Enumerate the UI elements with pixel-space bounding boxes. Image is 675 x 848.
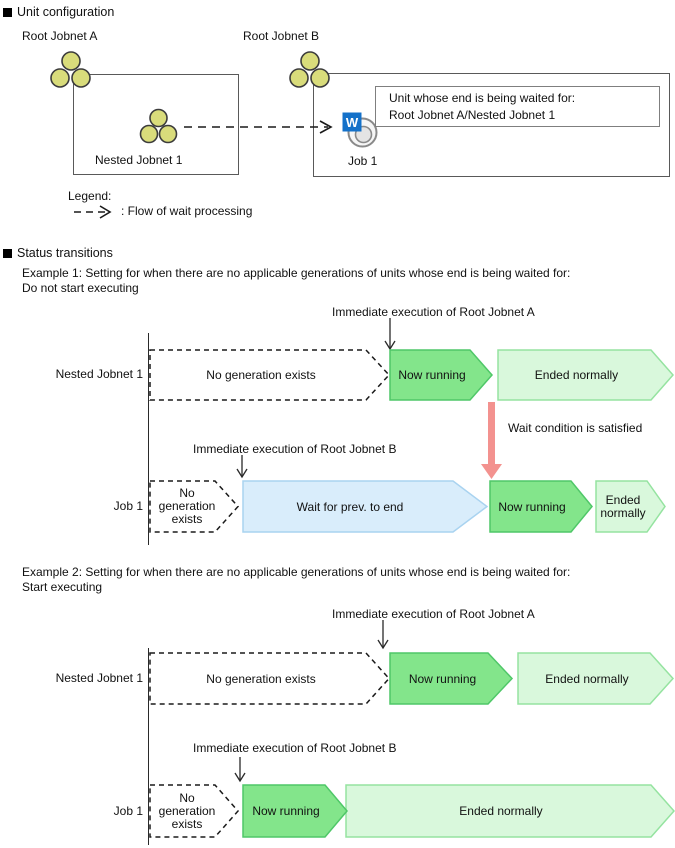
down-arrow-icon <box>235 455 249 479</box>
root-jobnet-b-label: Root Jobnet B <box>243 29 320 43</box>
legend-dashed-arrow-icon <box>74 205 116 219</box>
nested-jobnet-label: Nested Jobnet 1 <box>95 153 183 167</box>
example2-annotation-root-b: Immediate execution of Root Jobnet B <box>193 741 397 755</box>
status-now-running: Now running <box>242 784 348 838</box>
wait-target-callout <box>375 86 660 127</box>
example2-annotation-root-a: Immediate execution of Root Jobnet A <box>332 607 535 621</box>
status-now-running: Now running <box>389 652 514 705</box>
jobnet-icon <box>48 50 94 90</box>
example2-row-label-nested: Nested Jobnet 1 <box>55 671 143 685</box>
example1-annotation-root-b: Immediate execution of Root Jobnet B <box>193 442 397 456</box>
status-ended-normally: Ended normally <box>517 652 675 705</box>
example1-annotation-root-a: Immediate execution of Root Jobnet A <box>332 305 535 319</box>
section-heading-unit-configuration: Unit configuration <box>17 5 115 19</box>
example1-row-label-job: Job 1 <box>113 499 143 513</box>
status-ended-normally: Ended normally <box>345 784 675 838</box>
legend-title: Legend: <box>68 189 112 203</box>
legend-flow-item: : Flow of wait processing <box>121 204 253 218</box>
down-arrow-icon <box>383 318 397 351</box>
status-no-generation-exists: No generation exists <box>149 480 240 533</box>
example1-title-line2: Do not start executing <box>22 281 139 295</box>
wait-badge-letter: W <box>345 115 359 130</box>
section-bullet <box>3 8 12 17</box>
example2-title-line1: Example 2: Setting for when there are no applicable generations of units whose end is being waited for: <box>22 565 571 579</box>
example1-title-line1: Example 1: Setting for when there are no applicable generations of units whose end is being waited for: <box>22 266 571 280</box>
status-now-running: Now running <box>489 480 593 533</box>
status-now-running: Now running <box>389 349 493 401</box>
example1-wait-condition-label: Wait condition is satisfied <box>508 421 643 435</box>
status-no-generation-exists: No generation exists <box>149 652 391 705</box>
status-no-generation-exists: No generation exists <box>149 784 240 838</box>
status-ended-normally: Ended normally <box>497 349 674 401</box>
callout-line1: Unit whose end is being waited for: <box>389 90 576 105</box>
nested-jobnet-icon <box>137 108 179 145</box>
example2-row-label-job: Job 1 <box>113 804 143 818</box>
down-arrow-icon <box>233 757 247 783</box>
status-ended-normally: Ended normally <box>595 480 666 533</box>
root-jobnet-a-label: Root Jobnet A <box>22 29 98 43</box>
example2-title-line2: Start executing <box>22 580 103 594</box>
example1-row-label-nested: Nested Jobnet 1 <box>55 367 143 381</box>
job-label: Job 1 <box>348 154 378 168</box>
section-bullet <box>3 249 12 258</box>
wait-flow-arrow-icon <box>184 119 338 135</box>
down-arrow-icon <box>376 620 390 650</box>
callout-line2: Root Jobnet A/Nested Jobnet 1 <box>389 107 556 122</box>
wait-satisfied-arrow-icon <box>478 402 506 480</box>
section-heading-status-transitions: Status transitions <box>17 246 113 260</box>
status-no-generation-exists: No generation exists <box>149 349 391 401</box>
jobnet-icon <box>287 50 333 90</box>
status-wait-for-prev: Wait for prev. to end <box>242 480 488 533</box>
